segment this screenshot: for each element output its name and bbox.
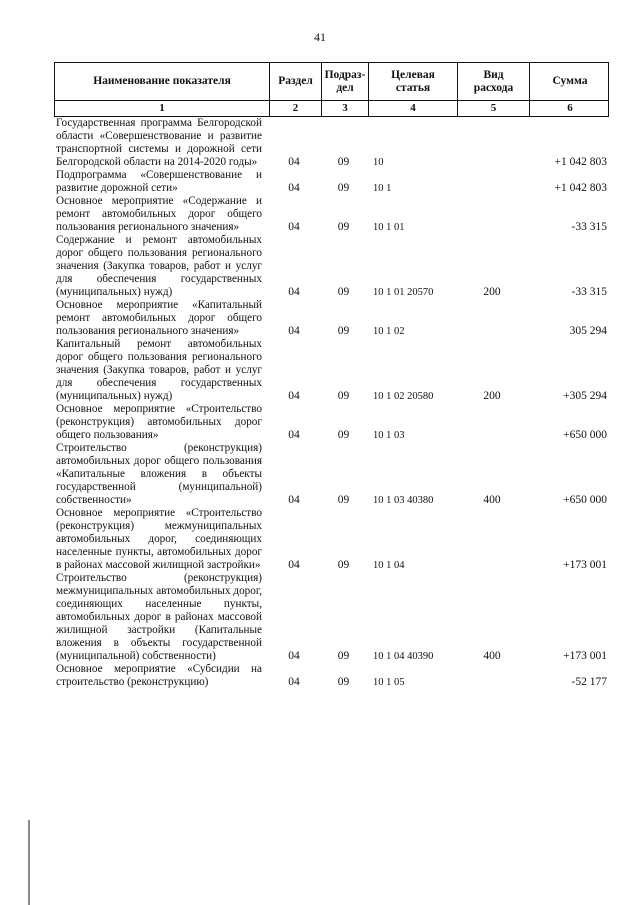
row-razdel: 04 xyxy=(288,390,300,402)
row-sum: +650 000 xyxy=(563,429,607,441)
header-razdel-text: Раздел xyxy=(278,75,313,87)
table-row xyxy=(54,195,609,234)
col-num-1: 1 xyxy=(159,102,165,114)
row-razdel: 04 xyxy=(288,559,300,571)
col-num-6: 6 xyxy=(529,101,610,116)
row-podrazdel: 09 xyxy=(337,429,350,441)
row-sum: +173 001 xyxy=(563,650,607,662)
row-target: 10 xyxy=(373,157,384,168)
row-sum: 305 294 xyxy=(569,325,607,337)
header-target-text: Целевая статья xyxy=(391,68,435,94)
header-razdel xyxy=(269,63,321,100)
table-row xyxy=(54,338,609,403)
table-row xyxy=(54,663,609,689)
row-vid: 400 xyxy=(483,494,501,506)
col-num-2: 2 xyxy=(269,101,321,116)
row-name: Строительство (реконструкция) межмуниципальных автомобильных дорог, соединяющих населенные пункты, автомобильных дорог в районах массовой жилищной застройки (Капитальные вложения в объекты государственной (муниципальной) собственности) xyxy=(56,572,262,662)
row-vid: 200 xyxy=(483,286,501,298)
row-podrazdel: 09 xyxy=(337,286,350,298)
header-vid xyxy=(457,63,529,100)
row-name: Капитальный ремонт автомобильных дорог общего пользования регионального значения (Закупка товаров, работ и услуг для обеспечения государственных (муниципальных) нужд) xyxy=(56,338,262,402)
row-target: 10 1 01 xyxy=(373,222,405,233)
row-target: 10 1 05 xyxy=(373,677,405,688)
table-row xyxy=(54,403,609,442)
table-header xyxy=(54,62,609,101)
table-row xyxy=(54,572,609,663)
row-name: Основное мероприятие «Капитальный ремонт автомобильных дорог общего пользования регионального значения» xyxy=(56,299,262,337)
row-sum: -33 315 xyxy=(571,221,607,233)
col-num-3: 3 xyxy=(321,101,368,116)
row-razdel: 04 xyxy=(288,325,300,337)
row-podrazdel: 09 xyxy=(337,390,350,402)
row-name: Подпрограмма «Совершенствование и развитие дорожной сети» xyxy=(56,169,262,194)
col-num-4: 4 xyxy=(368,101,457,116)
row-name: Содержание и ремонт автомобильных дорог общего пользования регионального значения (Закупка товаров, работ и услуг для обеспечения государственных (муниципальных) нужд) xyxy=(56,234,262,298)
header-name-text: Наименование показателя xyxy=(93,75,231,87)
row-razdel: 04 xyxy=(288,676,300,688)
row-razdel: 04 xyxy=(288,286,300,298)
header-target xyxy=(368,63,457,100)
header-podrazdel-text: Подраз- дел xyxy=(324,68,366,94)
row-name: Основное мероприятие «Строительство (реконструкция) межмуниципальных автомобильных дорог, соединяющих населенные пункты, автомобильных дорог в районах массовой жилищной застройки» xyxy=(56,507,262,571)
row-sum: +173 001 xyxy=(563,559,607,571)
row-podrazdel: 09 xyxy=(337,221,350,233)
row-podrazdel: 09 xyxy=(337,650,350,662)
table-row xyxy=(54,234,609,299)
row-sum: -52 177 xyxy=(571,676,607,688)
row-podrazdel: 09 xyxy=(337,325,350,337)
row-target: 10 1 04 40390 xyxy=(373,651,434,662)
budget-table xyxy=(54,62,609,689)
row-vid: 200 xyxy=(483,390,501,402)
row-sum: +1 042 803 xyxy=(554,156,607,168)
col-num-5: 5 xyxy=(457,101,529,116)
header-podrazdel xyxy=(321,63,368,100)
row-name: Основное мероприятие «Субсидии на строительство (реконструкцию) xyxy=(56,663,262,688)
row-podrazdel: 09 xyxy=(337,182,350,194)
column-numbers xyxy=(54,101,609,117)
row-razdel: 04 xyxy=(288,429,300,441)
row-podrazdel: 09 xyxy=(337,156,350,168)
table-row xyxy=(54,169,609,195)
row-sum: +305 294 xyxy=(563,390,607,402)
row-razdel: 04 xyxy=(288,156,300,168)
table-row xyxy=(54,507,609,572)
table-row xyxy=(54,117,609,169)
page-number: 41 xyxy=(314,30,326,44)
table-row xyxy=(54,442,609,507)
header-sum xyxy=(529,63,610,100)
row-razdel: 04 xyxy=(288,650,300,662)
header-name xyxy=(55,63,269,100)
row-target: 10 1 03 xyxy=(373,430,405,441)
row-podrazdel: 09 xyxy=(337,559,350,571)
row-podrazdel: 09 xyxy=(337,494,350,506)
row-sum: -33 315 xyxy=(571,286,607,298)
row-target: 10 1 03 40380 xyxy=(373,495,434,506)
row-podrazdel: 09 xyxy=(337,676,350,688)
table-row xyxy=(54,299,609,338)
row-razdel: 04 xyxy=(288,221,300,233)
row-sum: +1 042 803 xyxy=(554,182,607,194)
table-body xyxy=(54,117,609,689)
row-razdel: 04 xyxy=(288,494,300,506)
header-vid-text: Вид расхода xyxy=(473,68,514,94)
row-name: Основное мероприятие «Содержание и ремонт автомобильных дорог общего пользования регионального значения» xyxy=(56,195,262,233)
row-razdel: 04 xyxy=(288,182,300,194)
row-vid: 400 xyxy=(483,650,501,662)
header-sum-text: Сумма xyxy=(552,75,588,87)
row-target: 10 1 02 xyxy=(373,326,405,337)
row-target: 10 1 04 xyxy=(373,560,405,571)
row-sum: +650 000 xyxy=(563,494,607,506)
row-target: 10 1 xyxy=(373,183,392,194)
row-name: Основное мероприятие «Строительство (реконструкция) автомобильных дорог общего пользования» xyxy=(56,403,262,441)
scan-artifact-line xyxy=(28,820,30,905)
row-name: Строительство (реконструкция) автомобильных дорог общего пользования «Капитальные вложения в объекты государственной (муниципальной) собственности» xyxy=(56,442,262,506)
row-target: 10 1 01 20570 xyxy=(373,287,434,298)
row-name: Государственная программа Белгородской области «Совершенствование и развитие транспортной системы и дорожной сети Белгородской области на 2014-2020 годы» xyxy=(56,117,262,168)
row-target: 10 1 02 20580 xyxy=(373,391,434,402)
